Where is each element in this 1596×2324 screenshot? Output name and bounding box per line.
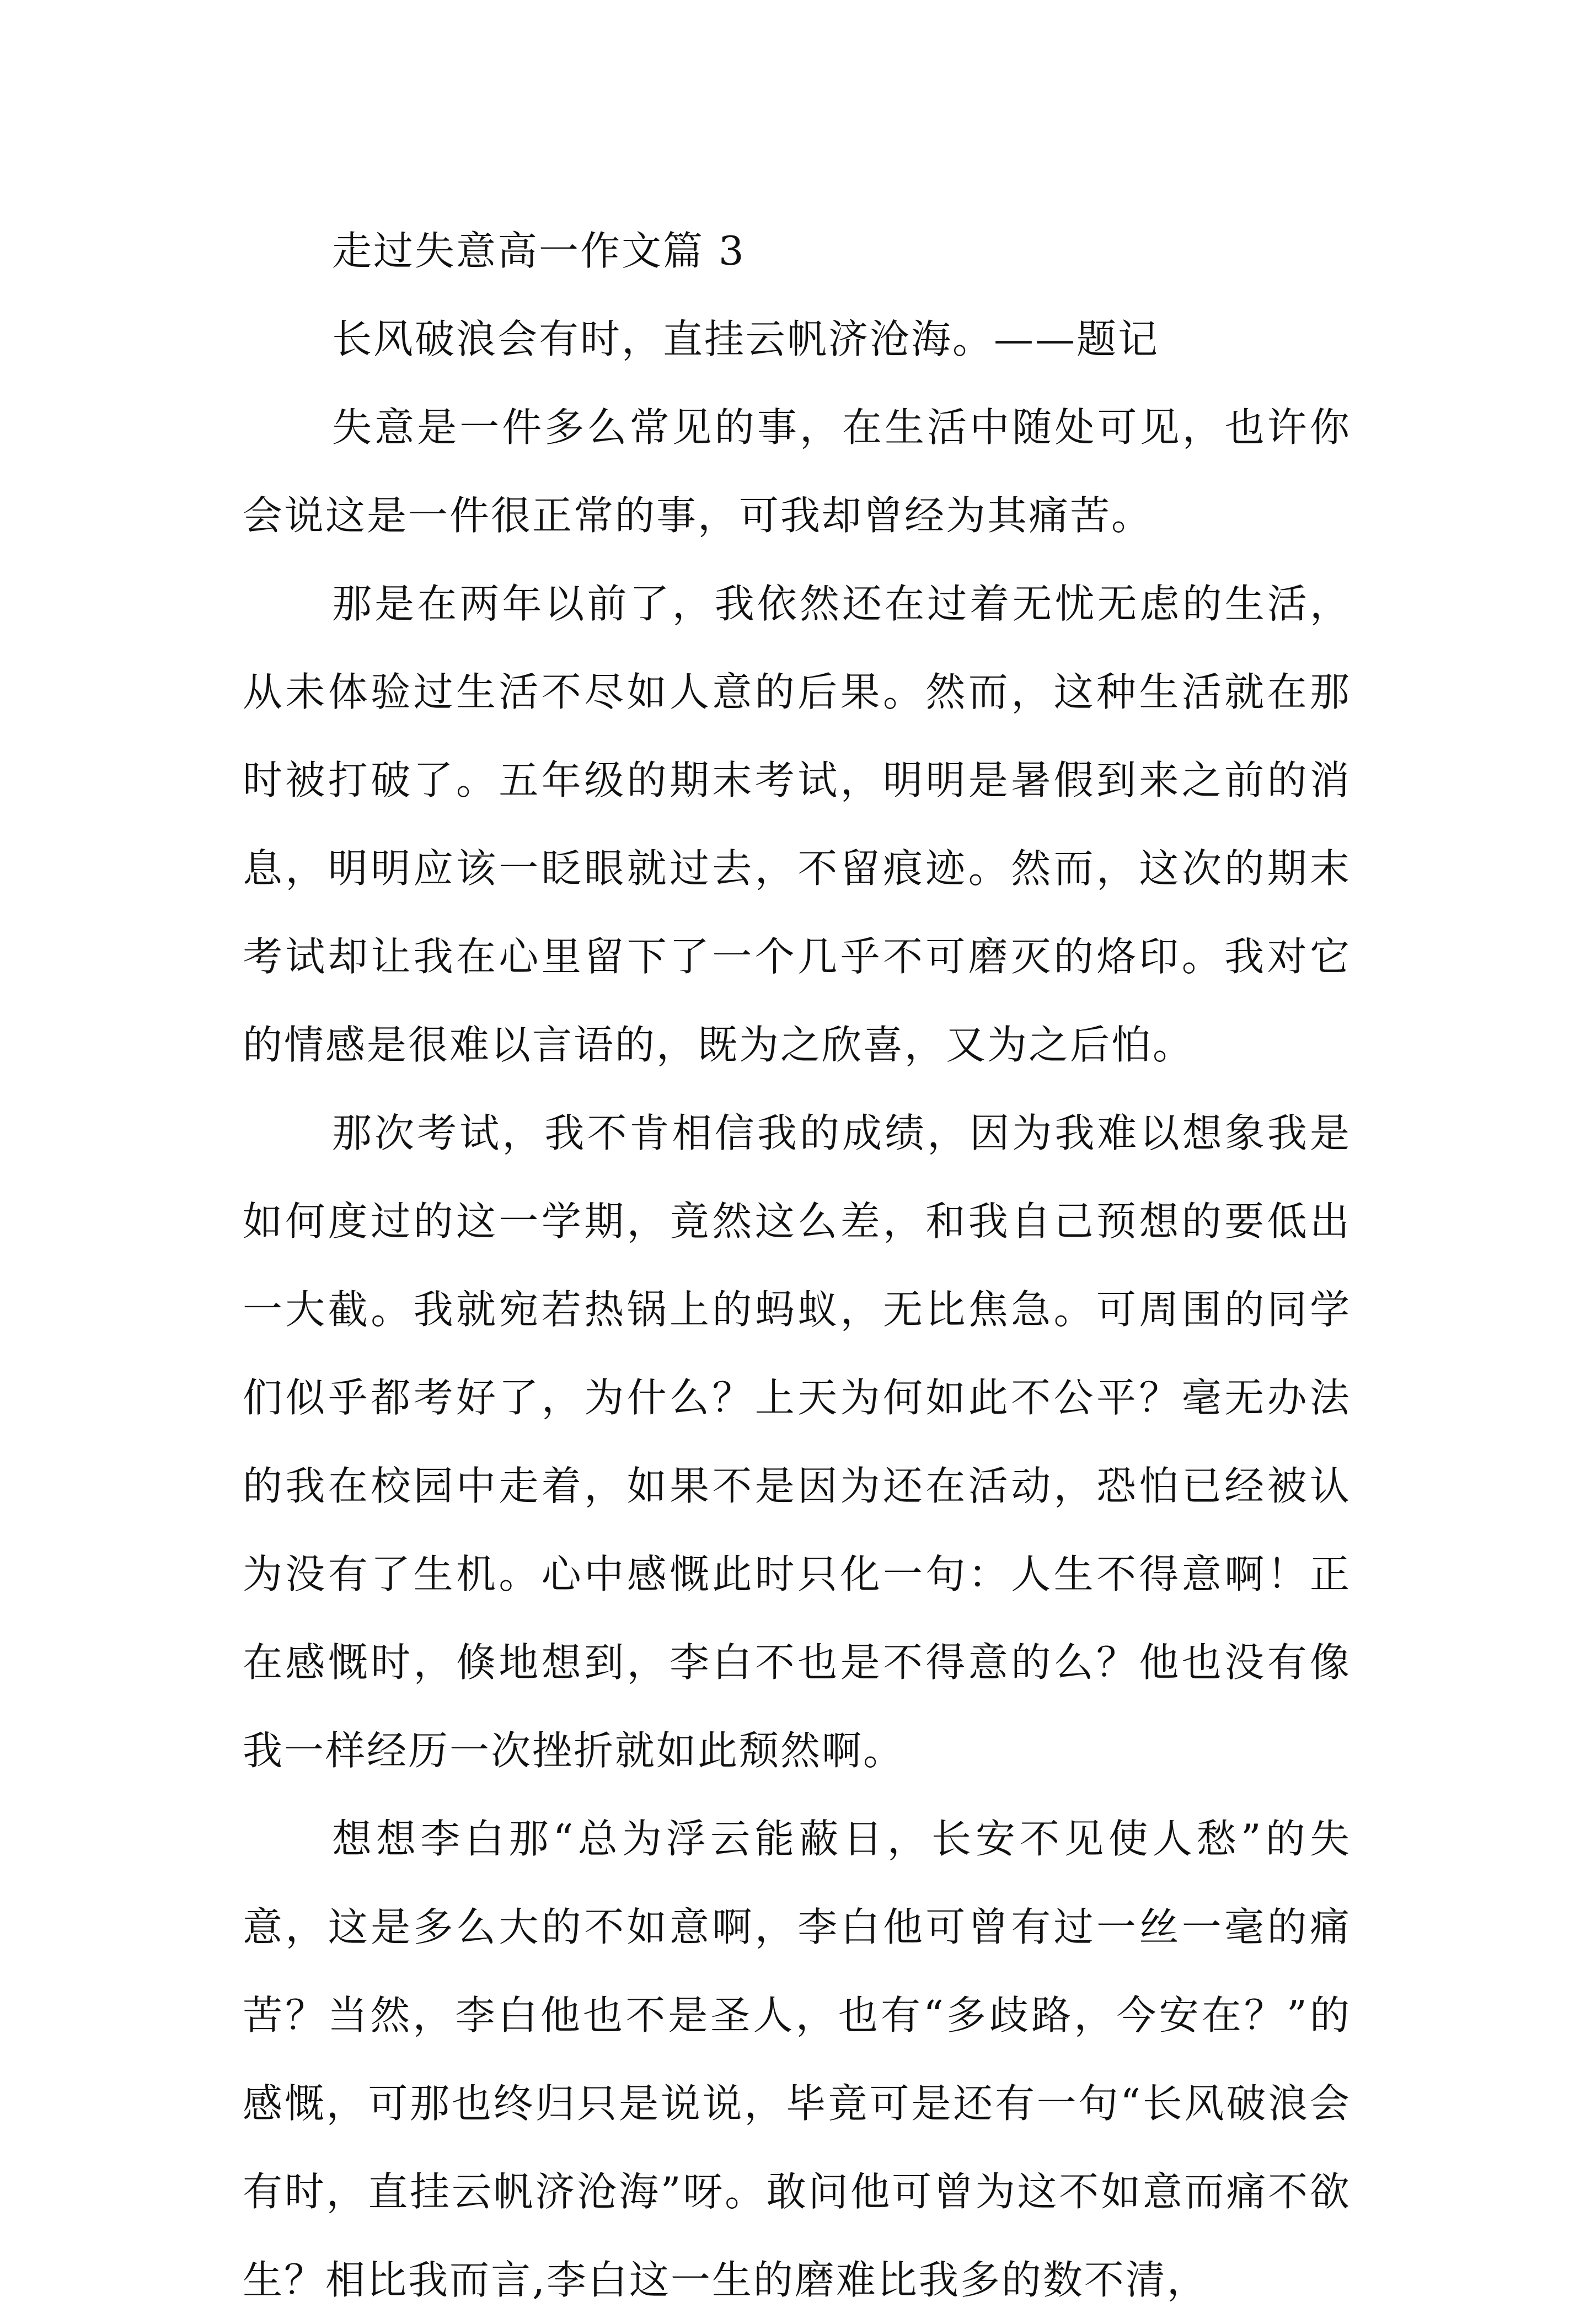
body-paragraph: 失意是一件多么常见的事，在生活中随处可见，也许你会说这是一件很正常的事，可我却曾经为其痛苦。	[243, 404, 1351, 539]
body-paragraph: 想想李白那“总为浮云能蔽日，长安不见使人愁”的失意，这是多么大的不如意啊，李白他可曾有过一丝一毫的痛苦？当然，李白他也不是圣人，也有“多歧路，今安在？”的感慨，可那也终归只是说说，毕竟可是还有一句“长风破浪会有时，直挂云帆济沧海”呀。敢问他可曾为这不如意而痛不欲生？相比我而言,李白这一生的磨难比我多的数不清，	[243, 1816, 1351, 2303]
epigraph-paragraph: 长风破浪会有时，直挂云帆济沧海。——题记	[332, 316, 1160, 362]
body-paragraph: 那次考试，我不肯相信我的成绩，因为我难以想象我是如何度过的这一学期，竟然这么差，和我自己预想的要低出一大截。我就宛若热锅上的蚂蚁，无比焦急。可周围的同学们似乎都考好了，为什么？上天为何如此不公平？毫无办法的我在校园中走着，如果不是因为还在活动，恐怕已经被认为没有了生机。心中感慨此时只化一句：人生不得意啊！正在感慨时，倏地想到，李白不也是不得意的么？他也没有像我一样经历一次挫折就如此颓然啊。	[243, 1110, 1351, 1774]
essay-body	[243, 207, 1351, 2324]
body-paragraph: 那是在两年以前了，我依然还在过着无忧无虑的生活，从未体验过生活不尽如人意的后果。然而，这种生活就在那时被打破了。五年级的期末考试，明明是暑假到来之前的消息，明明应该一眨眼就过去，不留痕迹。然而，这次的期末考试却让我在心里留下了一个几乎不可磨灭的烙印。我对它的情感是很难以言语的，既为之欣喜，又为之后怕。	[243, 581, 1351, 1068]
essay-title: 走过失意高一作文篇 3	[332, 228, 746, 274]
